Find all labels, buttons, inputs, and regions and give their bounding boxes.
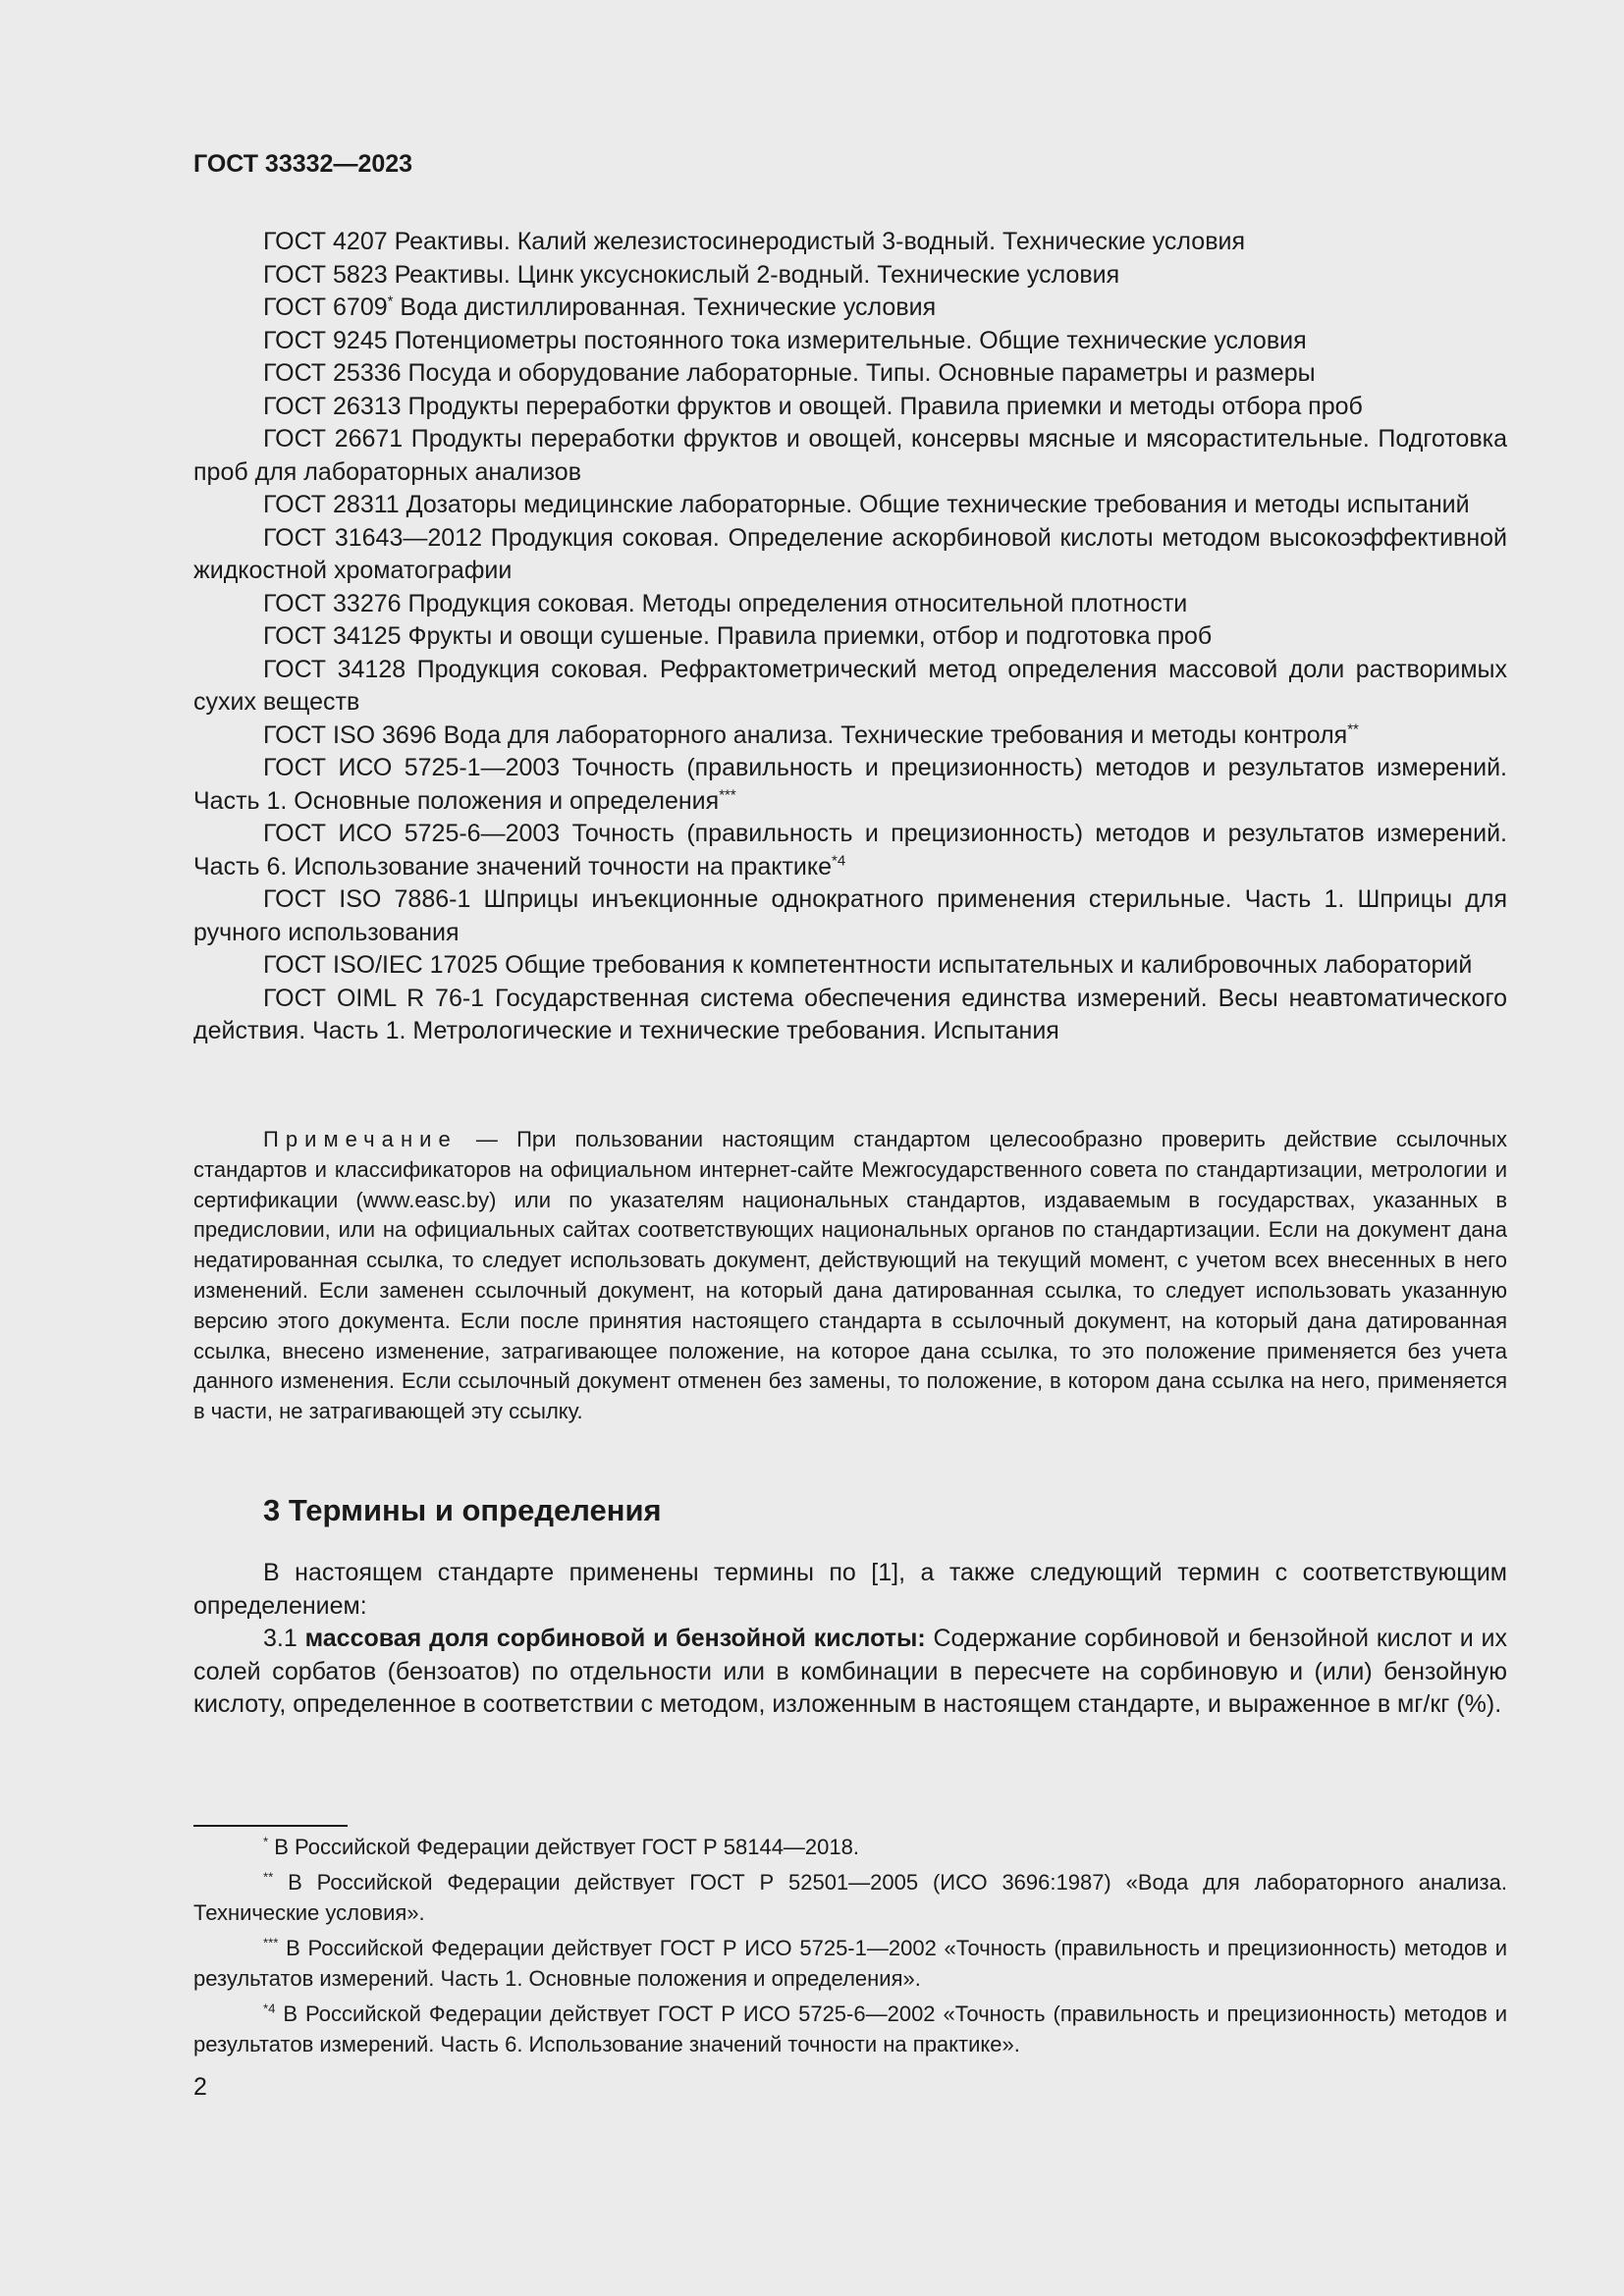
footnotes [193, 1832, 1507, 2064]
note-label: Примечание [263, 1127, 458, 1151]
section-intro: В настоящем стандарте применены термины по [1], а также следующий термин с соответствующим определением: [193, 1559, 1507, 1620]
term-text: Содержание сорбиновой и бензойной кислот и их солей сорбатов (бензоатов) по отдельности или в комбинации в пересчете на сорбиновую и (или) бензойную кислоту, определенное в соответствии с методом, изложенным в настоящем стандарте, и выраженное в мг/кг (%). [193, 1625, 1508, 1718]
reference-item: ГОСТ 34125 Фрукты и овощи сушеные. Правила приемки, отбор и подготовка проб [263, 622, 1213, 650]
reference-item: ГОСТ ISO/IEC 17025 Общие требования к компетентности испытательных и калибровочных лабораторий [263, 951, 1473, 979]
footnote-mark: *** [719, 786, 736, 804]
reference-item: ГОСТ 34128 Продукция соковая. Рефрактометрический метод определения массовой доли растворимых сухих веществ [193, 655, 1507, 716]
footnote-mark: *4 [263, 2001, 276, 2016]
page-number: 2 [193, 2073, 207, 2101]
reference-item: ГОСТ 26671 Продукты переработки фруктов и овощей, консервы мясные и мясорастительные. Подготовка проб для лабораторных анализов [193, 425, 1507, 486]
footnote-divider [193, 1825, 348, 1827]
term-definition [193, 1623, 1507, 1722]
reference-item: ГОСТ 9245 Потенциометры постоянного тока измерительные. Общие технические условия [263, 326, 1307, 354]
reference-item: ГОСТ ИСО 5725-6—2003 Точность (правильность и прецизионность) методов и результатов измерений. Часть 6. Использование значений точности на практике$^{*4}$ [193, 820, 1507, 881]
footnote: ** В Российской Федерации действует ГОСТ Р 52501—2005 (ИСО 3696:1987) «Вода для лабораторного анализа. Технические условия». [193, 1869, 1507, 1925]
reference-item: ГОСТ 5823 Реактивы. Цинк уксуснокислый 2-водный. Технические условия [263, 260, 1120, 289]
term-number: 3.1 [263, 1625, 305, 1652]
reference-item: ГОСТ 4207 Реактивы. Калий железистосинеродистый 3-водный. Технические условия [263, 228, 1245, 255]
document-header: ГОСТ 33332—2023 [193, 150, 413, 178]
footnote-mark: * [387, 293, 394, 310]
reference-item: ГОСТ OIML R 76-1 Государственная система обеспечения единства измерений. Весы неавтоматического действия. Часть 1. Метрологические и технические требования. Испытания [193, 984, 1507, 1044]
note-paragraph [193, 1125, 1507, 1427]
reference-item: ГОСТ 33276 Продукция соковая. Методы определения относительной плотности [263, 589, 1188, 617]
footnote-mark: * [263, 1834, 269, 1849]
normative-references [193, 226, 1507, 1048]
footnote: $^{*4}$ В Российской Федерации действует ГОСТ Р ИСО 5725-6—2002 «Точность (правильность и прецизионность) методов и результатов измерений. Часть 6. Использование значений точности на практике». [193, 2001, 1507, 2056]
note-text: — При пользовании настоящим стандартом целесообразно проверить действие ссылочных стандартов и классификаторов на официальном интернет-сайте Межгосударственного совета по стандартизации, метрологии и сертификации (www.easc.by) или по указателям национальных стандартов, издаваемым в государствах, указанных в предисловии, или на официальных сайтах соответствующих национальных органов по стандартизации. Если на документ дана недатированная ссылка, то следует использовать документ, действующий на текущий момент, с учетом всех внесенных в него изменений. Если заменен ссылочный документ, на который дана датированная ссылка, то следует использовать указанную версию этого документа. Если после принятия настоящего стандарта в ссылочный документ, на который дана датированная ссылка, внесено изменение, затрагивающее положение, на которое дана ссылка, то это положение применяется без учета данного изменения. Если ссылочный документ отменен без замены, то положение, в котором дана ссылка на него, применяется в части, не затрагивающей эту ссылку. [193, 1127, 1507, 1424]
reference-item: ГОСТ 31643—2012 Продукция соковая. Определение аскорбиновой кислоты методом высокоэффективной жидкостной хроматографии [193, 523, 1507, 584]
reference-item: ГОСТ 26313 Продукты переработки фруктов и овощей. Правила приемки и методы отбора проб [263, 392, 1363, 420]
footnote: * В Российской Федерации действует ГОСТ Р 58144—2018. [263, 1834, 859, 1859]
footnote-mark: *4 [831, 852, 846, 870]
section-title: 3 Термины и определения [263, 1493, 662, 1527]
reference-item: ГОСТ 25336 Посуда и оборудование лабораторные. Типы. Основные параметры и размеры [263, 359, 1316, 387]
reference-item: ГОСТ ISO 7886-1 Шприцы инъекционные однократного применения стерильные. Часть 1. Шприцы для ручного использования [193, 885, 1507, 946]
reference-item: ГОСТ ISO 3696 Вода для лабораторного анализа. Технические требования и методы контроля** [263, 721, 1359, 749]
reference-item: ГОСТ ИСО 5725-1—2003 Точность (правильность и прецизионность) методов и результатов измерений. Часть 1. Основные положения и определения*** [193, 754, 1507, 815]
footnote-mark: ** [1347, 721, 1359, 738]
reference-item: ГОСТ 28311 Дозаторы медицинские лабораторные. Общие технические требования и методы испытаний [263, 491, 1470, 518]
footnote-mark: ** [263, 1869, 274, 1885]
reference-item: ГОСТ 6709* Вода дистиллированная. Технические условия [263, 293, 937, 321]
term-name: массовая доля сорбиновой и бензойной кислоты: [304, 1625, 926, 1652]
footnote-mark: *** [263, 1935, 279, 1950]
footnote: *** В Российской Федерации действует ГОСТ Р ИСО 5725-1—2002 «Точность (правильность и прецизионность) методов и результатов измерений. Часть 1. Основные положения и определения». [193, 1935, 1507, 1991]
section-body [193, 1557, 1507, 1722]
